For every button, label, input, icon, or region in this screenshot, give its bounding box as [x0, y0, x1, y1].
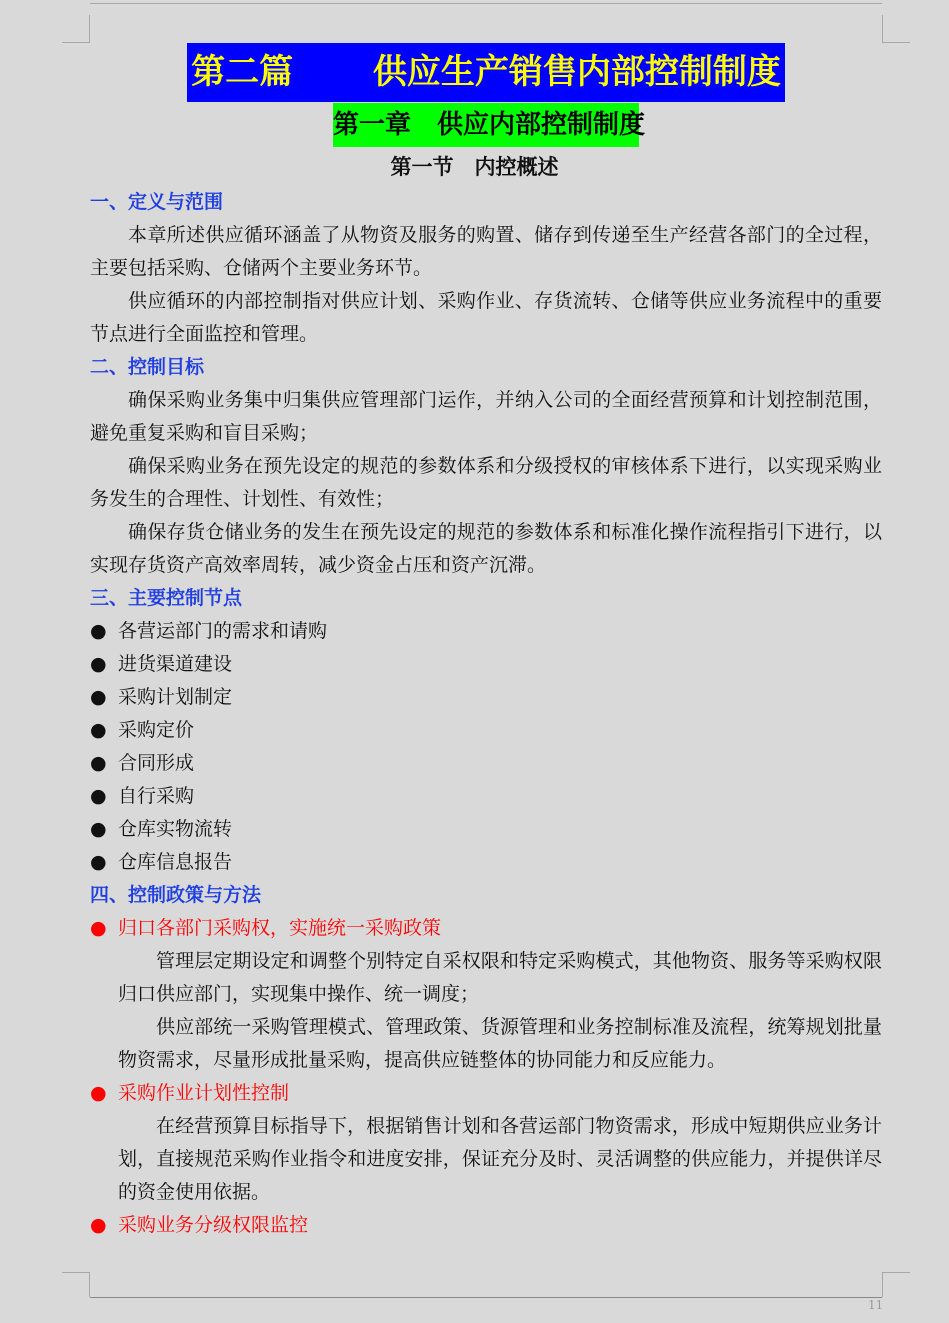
list-item-text: 各营运部门的需求和请购	[118, 620, 328, 642]
list-item-text: 进货渠道建设	[118, 653, 233, 675]
bullet-icon: ●	[90, 719, 107, 741]
bullet-icon: ●	[90, 917, 107, 939]
heading-control-nodes: 三、主要控制节点	[90, 587, 243, 609]
list-item-text: 仓库实物流转	[118, 818, 233, 840]
heading-definition: 一、定义与范围	[90, 191, 224, 213]
chapter-title: 第一章 供应内部控制制度	[333, 103, 639, 147]
policy-item	[90, 912, 882, 945]
corner-mark	[62, 42, 90, 43]
corner-mark	[89, 15, 90, 43]
heading-objectives: 二、控制目标	[90, 356, 205, 378]
bullet-icon: ●	[90, 653, 107, 675]
bullet-icon: ●	[90, 851, 107, 873]
paragraph: 在经营预算目标指导下，根据销售计划和各营运部门物资需求，形成中短期供应业务计划，直接规范采购作业指令和进度安排，保证充分及时、灵活调整的供应能力，并提供详尽的资金使用依据。	[118, 1115, 882, 1203]
heading-policies: 四、控制政策与方法	[90, 884, 262, 906]
list-item	[90, 813, 882, 846]
bullet-icon: ●	[90, 785, 107, 807]
paragraph: 管理层定期设定和调整个别特定自采权限和特定采购模式，其他物资、服务等采购权限归口供应部门，实现集中操作、统一调度；	[118, 950, 882, 1005]
list-item-text: 合同形成	[118, 752, 195, 774]
list-item	[90, 648, 882, 681]
policy-title: 采购作业计划性控制	[118, 1082, 290, 1104]
paragraph: 本章所述供应循环涵盖了从物资及服务的购置、储存到传递至生产经营各部门的全过程，主要包括采购、仓储两个主要业务环节。	[90, 224, 882, 279]
bullet-icon: ●	[90, 752, 107, 774]
page-bottom-border	[90, 1297, 882, 1298]
document-body	[90, 186, 882, 1242]
list-item-text: 采购定价	[118, 719, 195, 741]
corner-mark	[882, 42, 910, 43]
policy-item	[90, 1209, 882, 1242]
bullet-icon: ●	[90, 686, 107, 708]
corner-mark	[882, 15, 883, 43]
list-item	[90, 681, 882, 714]
list-item-text: 仓库信息报告	[118, 851, 233, 873]
paragraph: 确保存货仓储业务的发生在预先设定的规范的参数体系和标准化操作流程指引下进行，以实现存货资产高效率周转，减少资金占压和资产沉滞。	[90, 521, 882, 576]
corner-mark	[882, 1272, 910, 1273]
section-title: 第一节 内控概述	[390, 155, 559, 179]
paragraph: 供应部统一采购管理模式、管理政策、货源管理和业务控制标准及流程，统筹规划批量物资需求，尽量形成批量采购，提高供应链整体的协同能力和反应能力。	[118, 1016, 882, 1071]
page-number: 11	[868, 1298, 884, 1312]
part-title: 第二篇 供应生产销售内部控制制度	[187, 43, 785, 102]
bullet-icon: ●	[90, 1082, 107, 1104]
bullet-icon: ●	[90, 620, 107, 642]
list-item-text: 自行采购	[118, 785, 195, 807]
corner-mark	[882, 1272, 883, 1297]
list-item	[90, 780, 882, 813]
corner-mark	[89, 1272, 90, 1297]
policy-title: 归口各部门采购权，实施统一采购政策	[118, 917, 442, 939]
list-item	[90, 714, 882, 747]
page-top-border	[90, 3, 882, 4]
paragraph: 供应循环的内部控制指对供应计划、采购作业、存货流转、仓储等供应业务流程中的重要节点进行全面监控和管理。	[90, 290, 882, 345]
paragraph: 确保采购业务集中归集供应管理部门运作，并纳入公司的全面经营预算和计划控制范围，避免重复采购和盲目采购；	[90, 389, 882, 444]
policy-title: 采购业务分级权限监控	[118, 1214, 309, 1236]
list-item	[90, 615, 882, 648]
bullet-icon: ●	[90, 818, 107, 840]
bullet-icon: ●	[90, 1214, 107, 1236]
policy-item	[90, 1077, 882, 1110]
list-item	[90, 747, 882, 780]
paragraph: 确保采购业务在预先设定的规范的参数体系和分级授权的审核体系下进行，以实现采购业务发生的合理性、计划性、有效性；	[90, 455, 882, 510]
list-item	[90, 846, 882, 879]
list-item-text: 采购计划制定	[118, 686, 233, 708]
corner-mark	[62, 1272, 90, 1273]
